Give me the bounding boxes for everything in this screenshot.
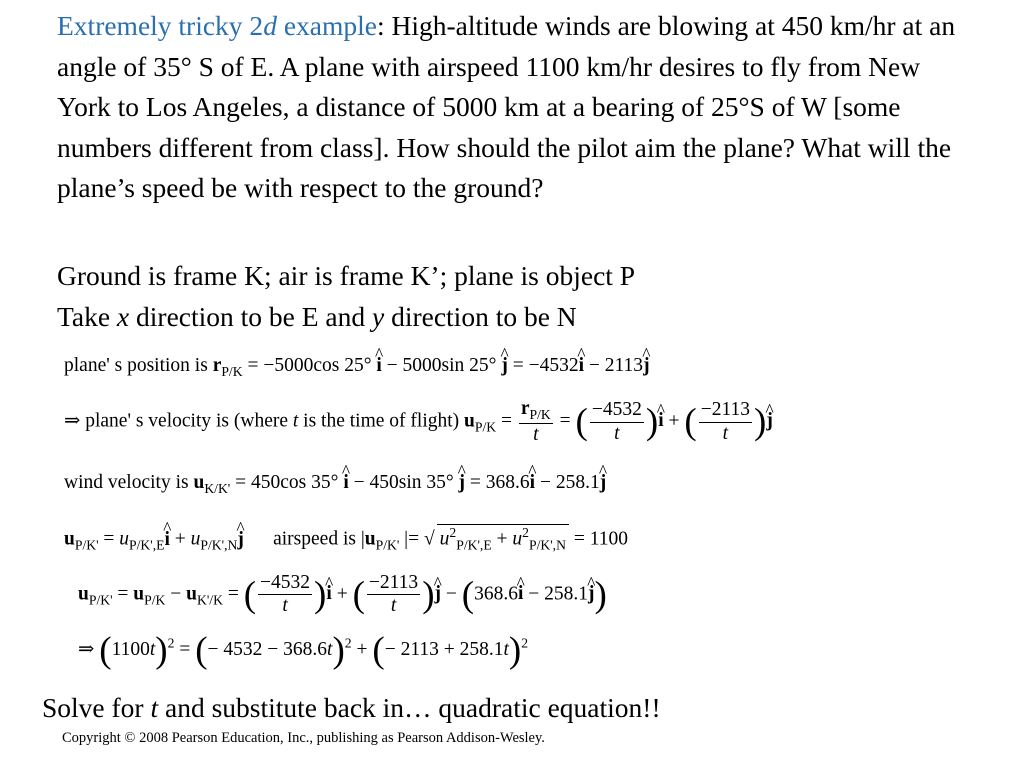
- solve-instruction: Solve for t and substitute back in… quadratic equation!!: [42, 692, 661, 723]
- problem-statement: [57, 6, 972, 209]
- problem-text: : High-altitude winds are blowing at 450 km/hr at an angle of 35° S of E. A plane with airspeed 1100 km/hr desires to fly from New York to Los Angeles, a distance of 5000 km at a bearing of 25°S of W [some numbers different from class]. How should the pilot aim the plane? What will the plane’s speed be with respect to the ground?: [57, 10, 956, 204]
- relative-velocity-equation: $u_{P/K'} = u_{P/K} - u_{K'/K}$ = ( $\frac{-4532}{t}$ )^ i + ( $\frac{-2113}{t}$ )^ j − (368.6^ i − 258.1^ j): [78, 572, 607, 618]
- frames-definition: Ground is frame K; air is frame K’; plane is object P: [57, 260, 636, 291]
- copyright-notice: Copyright © 2008 Pearson Education, Inc., publishing as Pearson Addison-Wesley.: [62, 730, 545, 746]
- example-title: Extremely tricky 2d example: [57, 10, 377, 41]
- velocity-equation: ⇒ plane' s velocity is (where t is the time of flight) $u_{P/K}$ = $\frac{r_{P/K}}{t}$ = ( $\frac{-4532}{t}$ )^ i + ( $\frac{-2113}{t}$ )^ j: [64, 398, 773, 446]
- position-equation: plane' s position is $r_{P/K} = -5000\cos$ 25° ^ i − 5000sin 25° ^ j = −4532^ i − 2113^ j: [64, 355, 650, 380]
- directions-definition: Take x direction to be E and y direction to be N: [57, 301, 577, 332]
- airspeed-equation: $u_{P/K'}$ = $u_{P/K',E}\^{}$ $i + u_{P/K',N}\^{}$ j airspeed is $|u_{P/K'}$ |= √ $u^2_{P/K',E} + u^2_{P/K',N} = 1100$: [64, 524, 628, 553]
- wind-equation: wind velocity is $u_{K/K'} = 450\cos$ 35° ^ i − 450sin 35° ^ j = 368.6^ i − 258.1^ j: [64, 472, 606, 497]
- quadratic-equation: ⇒ $(1100t)^2$ = (− 4532 − 368.6t)$^2$ + (− 2113 + 258.1t)$^2$: [78, 630, 529, 671]
